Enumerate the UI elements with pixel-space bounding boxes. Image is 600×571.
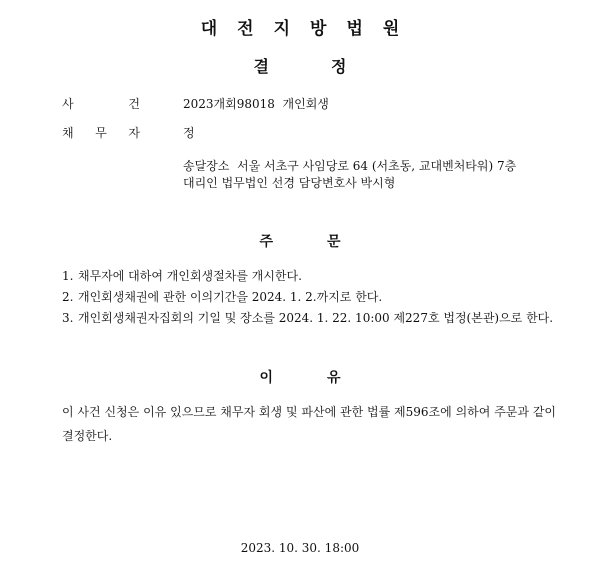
order-item [62,287,562,308]
document-title-char: 정 [331,57,409,76]
decision-date: 2023. 10. 30. 18:00 [240,541,360,555]
case-label [62,96,140,112]
debtor-label-char: 자 [128,126,140,140]
order-item-text: 개인회생채권자집회의 기일 및 장소를 2024. 1. 22. 10:00 제227호 법정(본관)으로 한다. [78,311,554,325]
document-title-char: 결 [253,57,331,76]
order-item-number: 2. [62,290,74,304]
debtor-label-char: 채 [62,126,74,140]
debtor-name: 정 [183,126,195,140]
order-item [62,266,562,287]
order-item-text: 개인회생채권에 관한 이의기간을 2024. 1. 2.까지로 한다. [78,290,383,304]
reason-heading-char: 유 [327,370,395,386]
court-name [0,14,600,39]
document-title [0,54,600,77]
order-heading-char: 문 [327,234,395,250]
order-list [62,266,562,329]
reason-text: 이 사건 신청은 이유 있으므로 채무자 회생 및 파산에 관한 법률 제596조에 의하여 주문과 같이 결정한다. [62,405,556,443]
court-name-char: 지 [273,19,310,39]
reason-heading-char: 이 [259,370,327,386]
case-label-char: 사 [62,97,74,111]
service-address: 송달장소 서울 서초구 사임당로 64 (서초동, 교대벤처타워) 7층 [183,159,517,173]
debtor-label [62,125,140,141]
court-name-char: 법 [346,19,383,39]
order-item-number: 1. [62,269,74,283]
order-item-text: 채무자에 대하여 개인회생절차를 개시한다. [78,269,302,283]
legal-agent: 대리인 법무법인 선경 담당변호사 박시형 [183,176,396,190]
court-name-char: 원 [382,19,420,39]
order-heading [0,231,600,251]
case-label-char: 건 [128,97,140,111]
order-item [62,308,562,329]
reason-heading [0,367,600,387]
debtor-label-char: 무 [95,126,107,140]
order-item-number: 3. [62,311,74,325]
case-number: 2023개회98018 개인회생 [183,97,329,111]
order-heading-char: 주 [259,234,327,250]
court-name-char: 전 [237,19,274,39]
court-name-char: 대 [200,19,238,39]
court-name-char: 방 [310,19,347,39]
